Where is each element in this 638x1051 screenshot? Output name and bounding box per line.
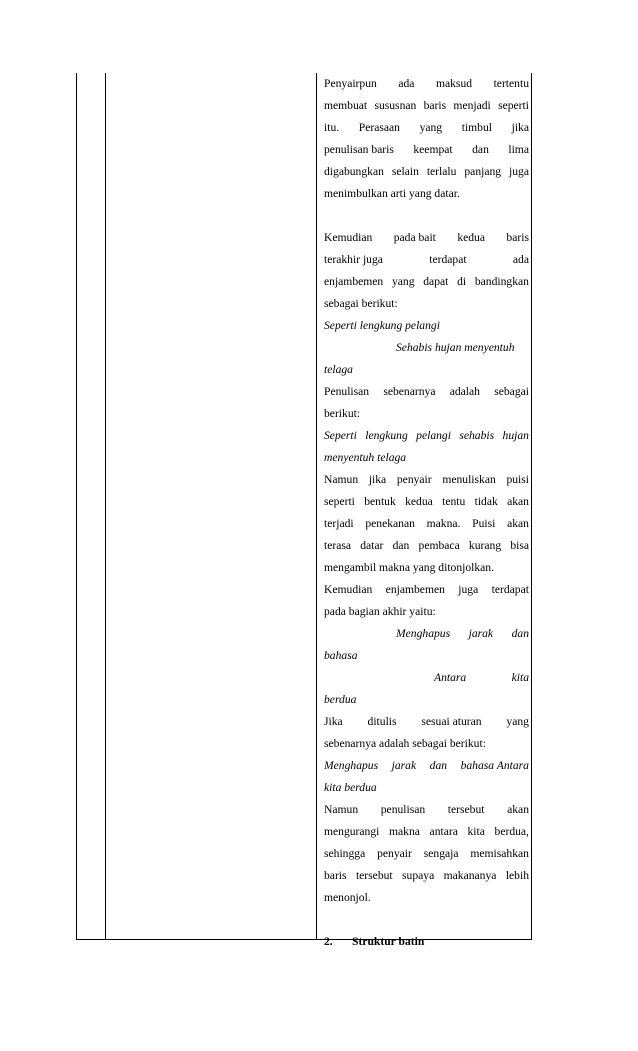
text-line: penulisan baris keempat dan lima	[324, 143, 529, 156]
poem-quote-line: menyentuh telaga	[324, 451, 407, 464]
section-heading	[324, 932, 529, 954]
poem-quote-line: Menghapus jarak dan	[396, 627, 529, 640]
text-line: itu. Perasaan yang timbul jika	[324, 121, 529, 134]
poem-quote-line: Menghapus jarak dan bahasa Antara	[324, 759, 529, 772]
poem-quote-line: Seperti lengkung pelangi	[324, 319, 440, 332]
text-line: mengurangi makna antara kita berdua,	[324, 825, 529, 838]
text-line: Kemudian pada bait kedua baris	[324, 231, 529, 244]
section-number: 2.	[324, 935, 333, 948]
poem-quote-line: Sehabis hujan menyentuh	[396, 341, 515, 354]
poem-quote-line: berdua	[324, 693, 357, 706]
text-line: menonjol.	[324, 891, 371, 904]
text-line: baris tersebut supaya makananya lebih	[324, 869, 529, 882]
text-line: enjambemen yang dapat di bandingkan	[324, 275, 529, 288]
text-line: berikut:	[324, 407, 361, 420]
text-line: mengambil makna yang ditonjolkan.	[324, 561, 495, 574]
text-line: Jika ditulis sesuai aturan yang	[324, 715, 529, 728]
text-line: sebenarnya adalah sebagai berikut:	[324, 737, 486, 750]
text-line: terjadi penekanan makna. Puisi akan	[324, 517, 529, 530]
section-title: Struktur batin	[352, 935, 425, 948]
poem-quote-line: kita berdua	[324, 781, 377, 794]
text-line: seperti bentuk kedua tentu tidak akan	[324, 495, 529, 508]
text-line: digabungkan selain terlalu panjang juga	[324, 165, 529, 178]
poem-quote-line: bahasa	[324, 649, 358, 662]
text-line: Namun penulisan tersebut akan	[324, 803, 529, 816]
table-border-left	[76, 73, 77, 940]
poem-quote-line: Seperti lengkung pelangi sehabis hujan	[324, 429, 529, 442]
poem-quote-line: telaga	[324, 363, 353, 376]
text-line: terakhir juga terdapat ada	[324, 253, 529, 266]
table-column-divider-1	[105, 73, 106, 940]
text-line: Kemudian enjambemen juga terdapat	[324, 583, 529, 596]
text-line: pada bagian akhir yaitu:	[324, 605, 436, 618]
table-border-right	[531, 73, 532, 940]
text-line: membuat sususnan baris menjadi seperti	[324, 99, 529, 112]
text-line: Penulisan sebenarnya adalah sebagai	[324, 385, 529, 398]
text-line: terasa datar dan pembaca kurang bisa	[324, 539, 529, 552]
text-line: menimbulkan arti yang datar.	[324, 187, 460, 200]
text-line: sebagai berikut:	[324, 297, 398, 310]
table-column-divider-2	[316, 73, 317, 940]
text-line: Penyairpun ada maksud tertentu	[324, 77, 529, 90]
text-line: sehingga penyair sengaja memisahkan	[324, 847, 529, 860]
analysis-text-cell	[324, 74, 529, 954]
poem-quote-line: Antara kita	[434, 671, 529, 684]
text-line: Namun jika penyair menuliskan puisi	[324, 473, 529, 486]
